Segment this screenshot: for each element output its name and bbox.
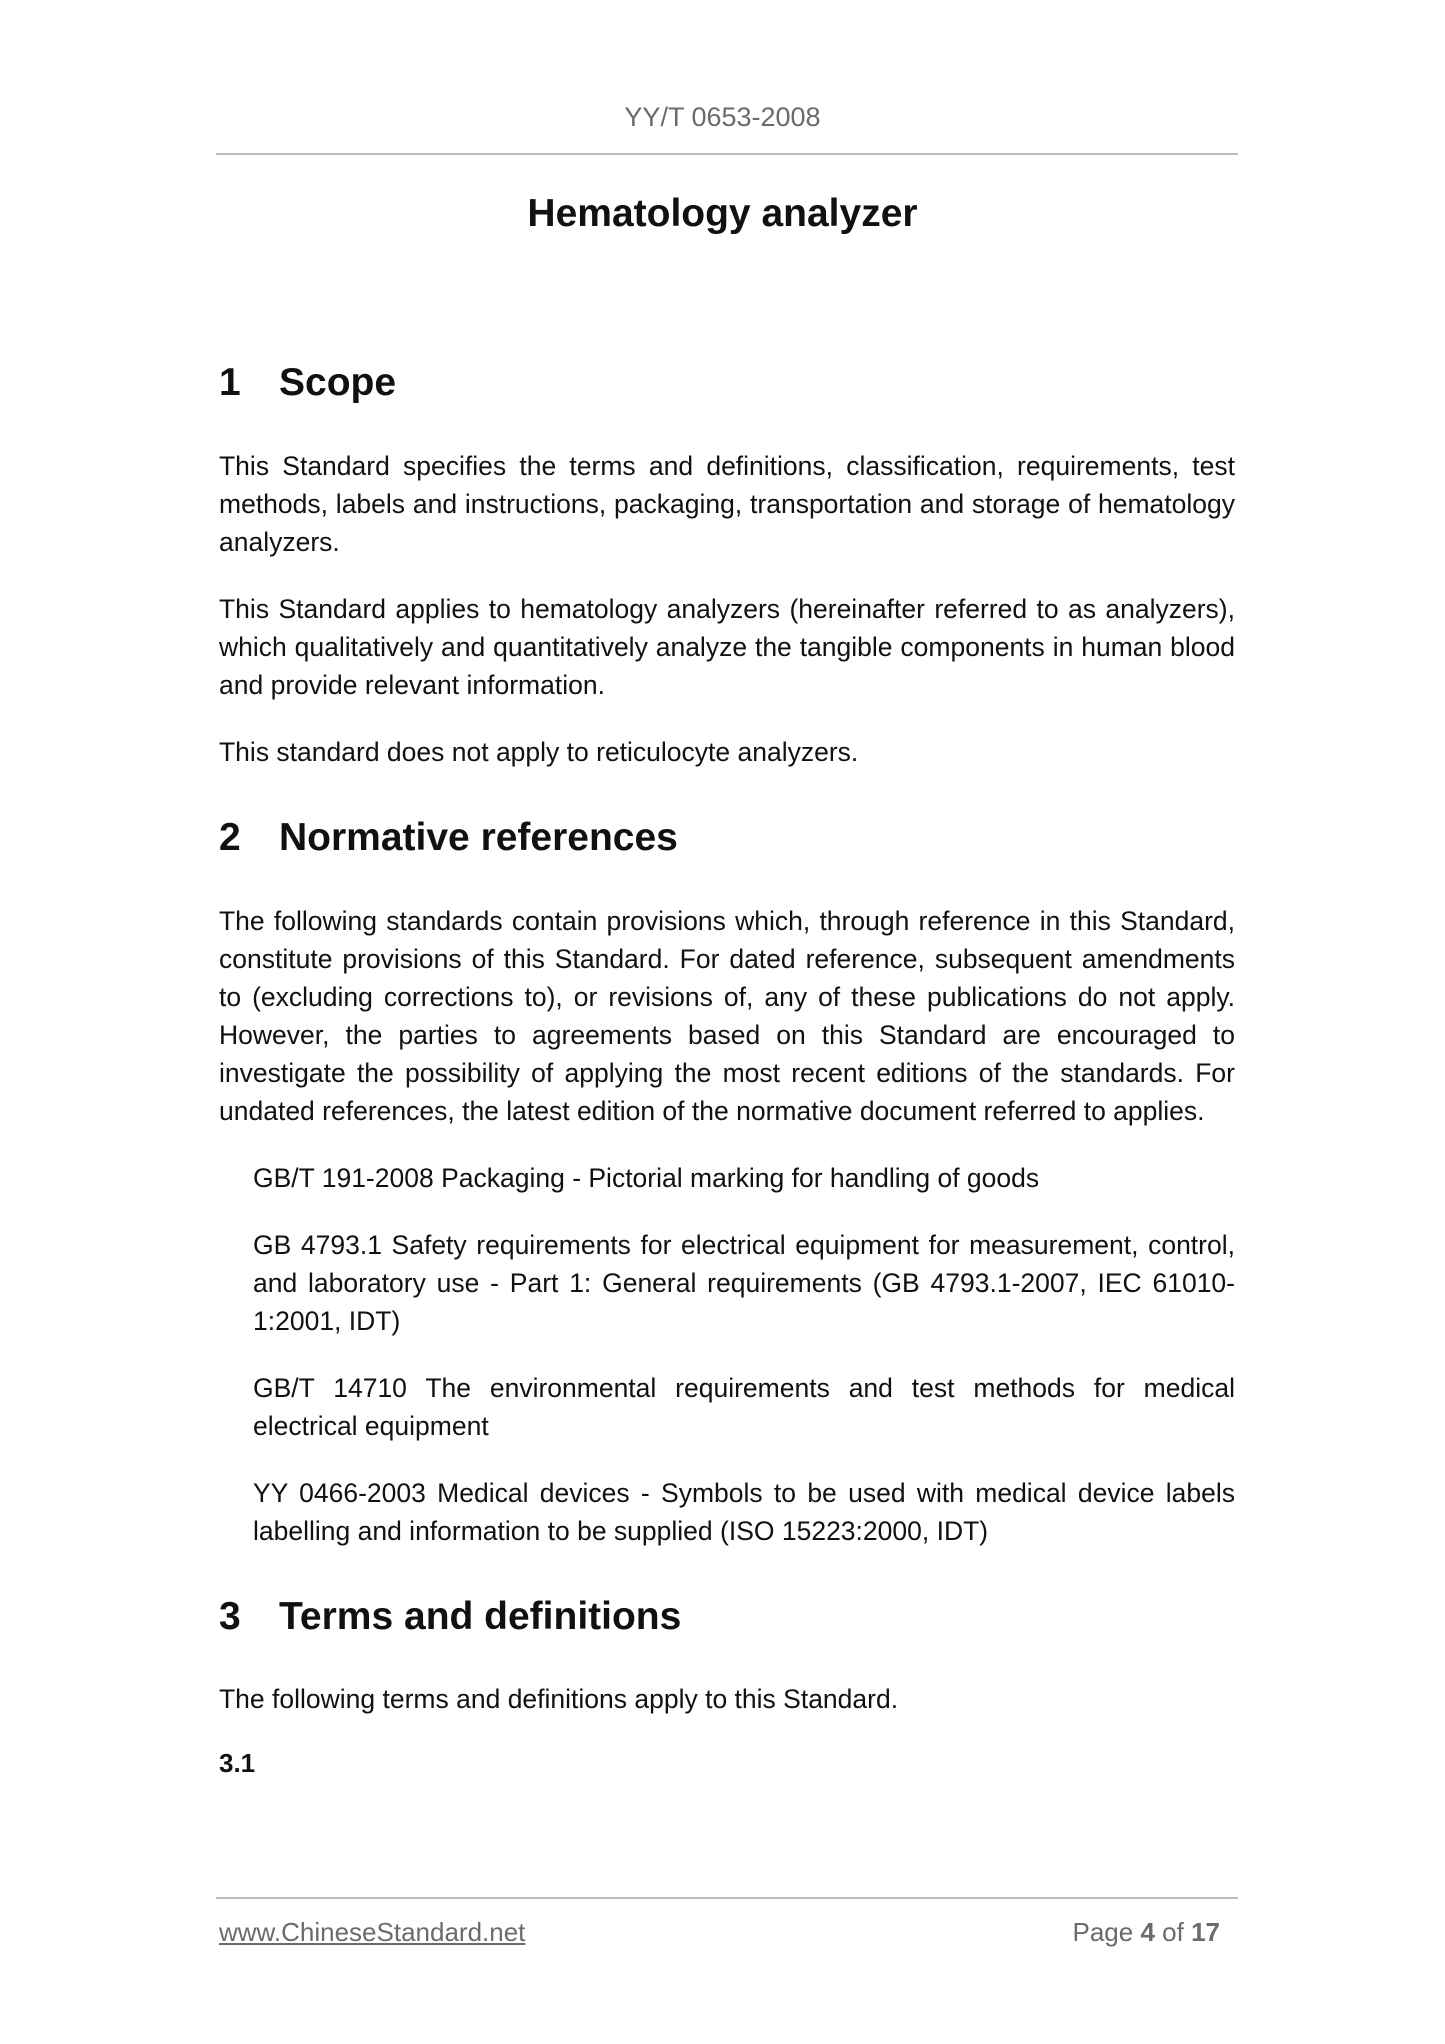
section-number: 1 — [219, 361, 241, 404]
section-title: Normative references — [279, 815, 678, 859]
paragraph: The following terms and definitions apply to this Standard. — [219, 1684, 899, 1715]
footer-divider — [216, 1897, 1238, 1899]
section-number: 3 — [219, 1594, 241, 1638]
subsection-number: 3.1 — [219, 1748, 256, 1779]
page-current: 4 — [1140, 1917, 1155, 1947]
page-number — [1072, 1917, 1220, 1948]
page-prefix: Page — [1072, 1917, 1134, 1947]
paragraph: The following standards contain provisions which, through reference in this Standard, constitute provisions of this Standard. For dated reference, subsequent amendments to (excluding corrections to), or revisions of, any of these publications do not apply. However, the parties to agreements based on this Standard are encouraged to investigate the possibility of applying the most recent editions of the standards. For undated references, the latest edition of the normative document referred to applies. — [219, 905, 1235, 1126]
reference-item: GB/T 14710 The environmental requirements and test methods for medical electrical equipment — [253, 1372, 1235, 1441]
paragraph: This standard does not apply to reticulocyte analyzers. — [219, 736, 859, 767]
reference-item: GB/T 191-2008 Packaging - Pictorial marking for handling of goods — [253, 1162, 1040, 1193]
reference-item: YY 0466-2003 Medical devices - Symbols to be used with medical device labels labelling and information to be supplied (ISO 15223:2000, IDT) — [253, 1477, 1235, 1546]
document-body — [219, 360, 1235, 1779]
section-title: Terms and definitions — [279, 1594, 682, 1638]
page-of: of — [1162, 1917, 1184, 1947]
section-title: Scope — [279, 361, 397, 404]
section-3-heading — [219, 1594, 1235, 1641]
page-total: 17 — [1191, 1917, 1220, 1947]
reference-item: GB 4793.1 Safety requirements for electrical equipment for measurement, control, and laboratory use - Part 1: General requirements (GB 4793.1-2007, IEC 61010-1:2001, IDT) — [253, 1229, 1235, 1336]
paragraph: This Standard specifies the terms and definitions, classification, requirements, test methods, labels and instructions, packaging, transportation and storage of hematology analyzers. — [219, 450, 1235, 557]
header-doc-code: YY/T 0653-2008 — [624, 102, 821, 132]
document-title: Hematology analyzer — [527, 192, 918, 235]
section-2-heading — [219, 815, 1235, 862]
footer-website-link[interactable]: www.ChineseStandard.net — [219, 1917, 526, 1947]
paragraph: This Standard applies to hematology analyzers (hereinafter referred to as analyzers), which qualitatively and quantitatively analyze the tangible components in human blood and provide relevant information. — [219, 593, 1235, 700]
section-number: 2 — [219, 815, 241, 859]
header-divider — [216, 153, 1238, 155]
section-1-heading — [219, 360, 1235, 407]
